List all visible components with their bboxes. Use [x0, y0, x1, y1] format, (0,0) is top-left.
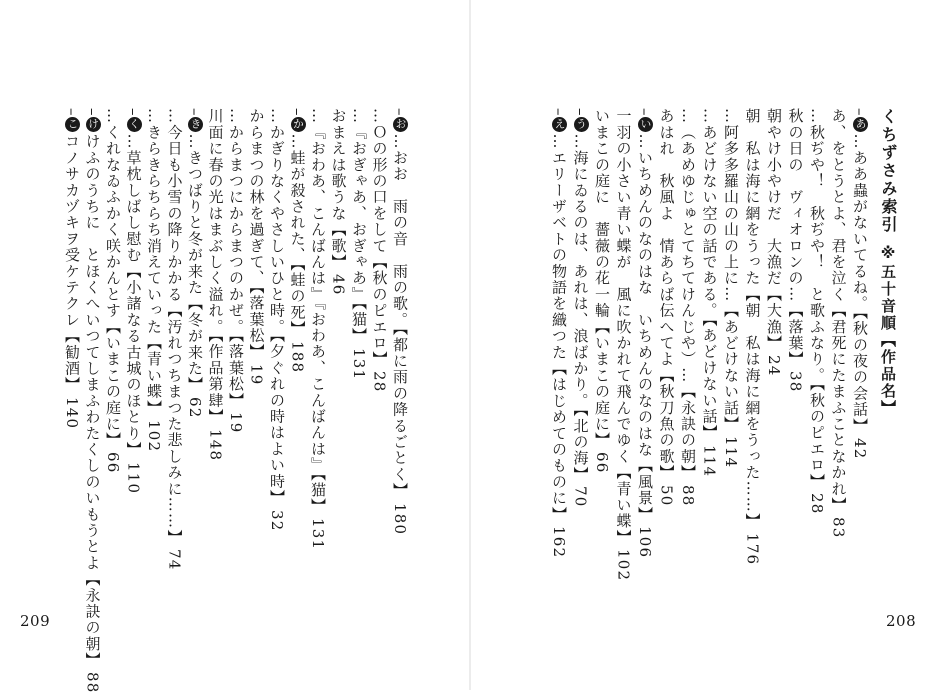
entry-page: 83 [829, 517, 848, 539]
index-entry [616, 108, 631, 582]
index-entry [269, 108, 284, 531]
entry-text: コノサカヅキヲ受ケテクレ [63, 133, 81, 328]
index-entry [723, 108, 738, 468]
entry-source: 【青い蝶】 [145, 334, 163, 416]
entry-page: 66 [104, 452, 122, 474]
entry-text: あはれ 秋風よ 情あらば伝へてよ [657, 108, 676, 368]
kana-badge: え [553, 117, 566, 131]
index-title [880, 108, 896, 417]
entry-text: 一羽の小さい青い蝶が 風に吹かれて飛んでゆく [614, 108, 633, 465]
entry-dash: – [851, 108, 869, 115]
entry-source: 【猫】 [350, 302, 368, 344]
index-title-text: くちずさみ索引 [879, 108, 898, 234]
entry-text: …蛙が殺された、 [288, 133, 307, 264]
kana-badge: あ [854, 117, 867, 131]
index-entry [167, 108, 182, 571]
entry-text: …おお 雨の音 雨の歌。 [391, 133, 409, 328]
index-entry [310, 108, 325, 550]
entry-page: 66 [593, 452, 611, 474]
index-entry [126, 108, 142, 494]
index-entry [392, 108, 408, 535]
entry-source: 【落葉】 [786, 302, 805, 368]
entry-source: 【朝 私は海に網をうった……】 [743, 286, 762, 530]
entry-source: 【秋の夜の会話】 [851, 311, 869, 434]
entry-dash: – [63, 108, 81, 115]
entry-source: 【歌】 [329, 221, 348, 271]
entry-source: 【秋刀魚の歌】 [657, 367, 676, 481]
index-entry [85, 108, 101, 694]
entry-text: …きらきらちらち消えていった [145, 108, 163, 335]
page-number-left: 209 [20, 612, 51, 630]
entry-source: 【大漁】 [765, 286, 783, 352]
index-entry [146, 108, 161, 452]
entry-text: …くれなゐふかく咲かんとす [104, 108, 122, 319]
page-number-right: 208 [886, 612, 917, 630]
kana-badge: く [127, 117, 141, 131]
entry-text: …あどけない空の話である。 [700, 108, 719, 319]
entry-page: 140 [63, 396, 81, 429]
entry-page: 188 [288, 340, 307, 373]
kana-badge: け [86, 117, 100, 131]
entry-source: 【あどけない話】 [722, 302, 740, 433]
entry-dash: – [636, 108, 654, 115]
entry-page: 88 [679, 484, 697, 507]
entry-page: 42 [851, 437, 869, 460]
entry-page: 114 [700, 444, 719, 477]
entry-text: けふのうちに とほくへいつてしまふわたくしのいもうとよ [83, 133, 102, 571]
index-entry [64, 108, 80, 429]
entry-source: 【蛙の死】 [288, 263, 307, 337]
entry-page: 19 [227, 412, 245, 434]
entry-source: 【落葉松】 [227, 334, 245, 409]
entry-page: 24 [765, 355, 783, 377]
kana-badge: か [291, 117, 305, 131]
entry-source: 【風景】 [636, 457, 654, 523]
entry-dash: – [186, 108, 204, 115]
entry-text: …（あめゆじゅとてちてけんじや）… [679, 108, 697, 384]
entry-text: …秋ぢや！ 秋ぢや！ と歌ふなり。 [808, 108, 826, 384]
index-entry [702, 108, 717, 477]
entry-source: 【秋のピエロ】 [370, 253, 389, 368]
entry-source: 【落葉松】 [247, 286, 266, 360]
entry-source: 【あどけない話】 [700, 318, 719, 441]
entry-dash: – [550, 108, 568, 115]
entry-page: 50 [657, 484, 676, 507]
index-entry [766, 108, 781, 377]
index-entry [372, 108, 387, 393]
index-entry [331, 108, 346, 296]
index-entry [637, 108, 653, 559]
entry-source: 【汚れつちまつた悲しみに……】 [165, 302, 184, 546]
entry-source: 【はじめてのものに】 [550, 360, 568, 523]
entry-text: …草枕しばし慰む [124, 133, 143, 264]
index-entry [788, 108, 803, 393]
entry-page: 28 [808, 493, 826, 515]
entry-page: 46 [329, 274, 348, 296]
entry-page: 62 [186, 396, 204, 419]
entry-text: …Ｏの形の口をして [370, 108, 389, 254]
index-entry [290, 108, 306, 373]
entry-source: 【永訣の朝】 [83, 570, 102, 669]
entry-text: …今日も小雪の降りかかる [165, 108, 184, 303]
entry-text: からまつの林を過ぎて、 [247, 108, 266, 287]
entry-dash: – [391, 108, 409, 115]
kana-badge: お [394, 117, 407, 131]
entry-text: 川面に春の光はまぶしく溢れ。 [206, 108, 225, 335]
entry-page: 88 [83, 672, 102, 694]
entry-page: 131 [350, 347, 368, 380]
entry-page: 162 [550, 526, 568, 559]
index-entry [594, 108, 609, 474]
index-entry [573, 108, 589, 508]
kana-badge: う [574, 117, 588, 131]
index-entry [831, 108, 846, 539]
entry-text: 秋の日の ヴィオロンの… [786, 108, 805, 303]
entry-page: 114 [722, 436, 740, 469]
entry-text: …からまつにからまつのかぜ。 [227, 108, 245, 335]
entry-page: 106 [636, 526, 654, 559]
entry-page: 131 [309, 518, 327, 551]
entry-text: …『おわあ、こんばんは』『おわあ、こんばんは』 [309, 108, 327, 474]
index-entry [208, 108, 223, 461]
entry-text: …きつばりと冬が来た [186, 133, 204, 296]
entry-text: …阿多多羅山の山の上に… [722, 108, 740, 303]
index-entry [680, 108, 695, 506]
kana-badge: き [189, 117, 202, 131]
entry-dash: – [571, 108, 590, 115]
index-entry [187, 108, 203, 418]
right-page [470, 0, 940, 690]
entry-source: 【勧酒】 [63, 327, 81, 393]
index-entry [249, 108, 264, 385]
entry-text: 朝 私は海に網をうった [743, 108, 762, 287]
index-subtitle: ※五十音順【作品名】 [879, 244, 897, 417]
entry-source: 【永訣の朝】 [679, 383, 697, 481]
index-entry [228, 108, 243, 434]
entry-page: 102 [614, 549, 633, 582]
entry-text: …かぎりなくやさしいひと時。 [268, 108, 286, 335]
kana-badge: こ [66, 117, 79, 131]
index-entry [351, 108, 366, 380]
entry-source: 【都に雨の降るごとく】 [391, 327, 409, 499]
entry-page: 176 [743, 533, 762, 566]
entry-source: 【いまこの庭に】 [593, 318, 611, 449]
index-entry [659, 108, 674, 506]
entry-text: おまえは歌うな [329, 108, 348, 222]
entry-page: 32 [268, 509, 286, 532]
entry-source: 【夕ぐれの時はよい時】 [268, 334, 286, 506]
entry-dash: – [124, 108, 143, 115]
entry-source: 【君死にたまふことなかれ】 [829, 302, 848, 514]
entry-text: いまこの庭に 薔薇の花一輪 [593, 108, 611, 319]
index-entry [745, 108, 760, 565]
entry-page: 148 [206, 428, 225, 461]
entry-source: 【青い蝶】 [614, 464, 633, 546]
entry-source: 【いまこの庭に】 [104, 318, 122, 449]
entry-source: 【猫】 [309, 473, 327, 515]
entry-page: 38 [786, 371, 805, 393]
entry-page: 70 [571, 486, 590, 508]
entry-source: 【北の海】 [571, 408, 590, 483]
kana-badge: い [639, 117, 652, 131]
entry-dash: – [288, 108, 307, 115]
index-entry [852, 108, 868, 459]
index-entry [105, 108, 120, 474]
entry-page: 28 [370, 371, 389, 393]
entry-text: あ、をとうとよ、君を泣く [829, 108, 848, 303]
index-entry [551, 108, 567, 559]
entry-source: 【作品第肆】 [206, 334, 225, 425]
entry-text: …『おぎゃあ、おぎゃあ』 [350, 108, 368, 303]
entry-text: …エリーザベトの物語を織つた [550, 133, 568, 361]
entry-page: 180 [391, 502, 409, 535]
entry-page: 110 [124, 461, 143, 494]
entry-source: 【小諸なる古城のほとり】 [124, 263, 143, 458]
entry-text: …海にゐるのは、あれは、浪ばかり。 [571, 133, 590, 409]
entry-page: 74 [165, 549, 184, 571]
entry-source: 【秋のピエロ】 [808, 383, 826, 490]
entry-dash: – [83, 108, 102, 115]
entry-source: 【冬が来た】 [186, 295, 204, 393]
entry-page: 19 [247, 363, 266, 386]
entry-text: …ああ蟲がないてるね。 [851, 133, 869, 312]
entry-text: …いちめんのなのはな いちめんのなのはな [636, 133, 654, 458]
entry-text: 朝やけ小やけだ 大漁だ [765, 108, 783, 287]
index-entry [809, 108, 824, 515]
entry-page: 102 [145, 419, 163, 453]
